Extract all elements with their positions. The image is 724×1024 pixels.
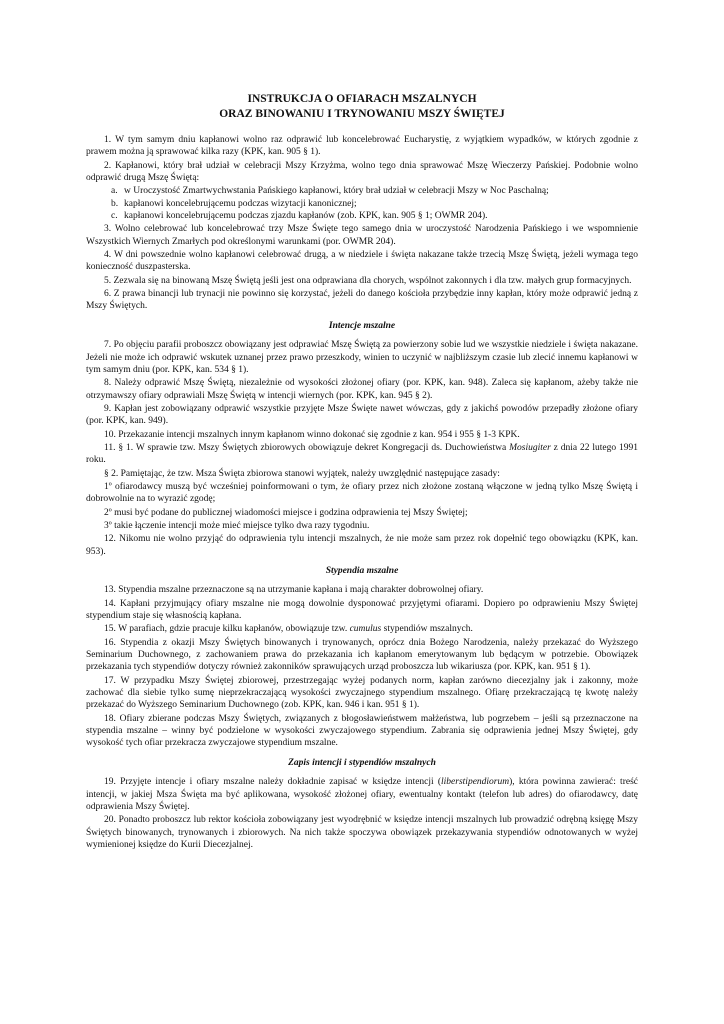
list-item-text: kapłanowi koncelebrującemu podczas wizytacji kanonicznej;: [124, 198, 357, 209]
paragraph-2-list: [86, 185, 638, 222]
paragraph-8: 8. Należy odprawić Mszę Świętą, niezależnie od wysokości złożonej ofiary (por. KPK, kan. 948). Zaleca się kapłanom, ażeby także nie otrzymawszy ofiary odprawiali Mszę Świętą w intencji wiernych (por. KPK, kan. 945 § 2).: [86, 378, 638, 401]
liber-term: liberstipendiorum: [441, 777, 510, 788]
title-line-2: ORAZ BINOWANIU I TRYNOWANIU MSZY ŚWIĘTEJ: [219, 108, 505, 120]
cumulus-term: cumulus: [349, 624, 382, 635]
paragraph-15-text-a: 15. W parafiach, gdzie pracuje kilku kapłanów, obowiązuje tzw.: [104, 624, 350, 635]
list-item-text: kapłanowi koncelebrującemu podczas zjazdu kapłanów (zob. KPK, kan. 905 § 1; OWMR 204).: [124, 211, 488, 222]
paragraph-11-rule-3: 3º takie łączenie intencji może mieć miejsce tylko dwa razy tygodniu.: [104, 520, 370, 531]
title-line-1: INSTRUKCJA O OFIARACH MSZALNYCH: [247, 93, 477, 105]
paragraph-19-text-a: 19. Przyjęte intencje i ofiary mszalne należy dokładnie zapisać w księdze intencji (: [104, 777, 442, 788]
paragraph-3: 3. Wolno celebrować lub koncelebrować trzy Msze Święte tego samego dnia w uroczystość Narodzenia Pańskiego i we wspomnienie Wszystkich Wiernych Zmarłych pod określonymi warunkami (por. OWMR 204).: [86, 224, 638, 247]
paragraph-5: 5. Zezwala się na binowaną Mszę Świętą jeśli jest ona odprawiana dla chorych, wspólnot zakonnych i dla tzw. małych grup formacyjnych.: [104, 275, 632, 286]
paragraph-10: 10. Przekazanie intencji mszalnych innym kapłanom winno dokonać się zgodnie z kan. 954 i 955 § 1-3 KPK.: [104, 429, 520, 440]
list-marker: a.: [111, 186, 118, 197]
list-item: [111, 210, 638, 222]
list-item: [111, 185, 638, 197]
paragraph-15: [86, 623, 638, 635]
paragraph-11-text-b: z dnia 22 lutego 1991 roku.: [86, 442, 639, 466]
paragraph-13: 13. Stypendia mszalne przeznaczone są na utrzymanie kapłana i mają charakter dobrowolnej ofiary.: [104, 585, 484, 596]
paragraph-7: 7. Po objęciu parafii proboszcz obowiązany jest odprawiać Mszę Świętą za powierzony sobie lud we wszystkie niedziele i święta nakazane. Jeżeli nie może ich odprawić wskutek uznanej przez prawo przeszkody, winien to uczynić w najbliższym czasie lub zlecić innemu kapłanowi w tym samym dniu (por. KPK, kan. 534 § 1).: [86, 340, 638, 375]
paragraph-11-rule-1: 1º ofiarodawcy muszą być wcześniej poinformowani o tym, że ofiary przez nich złożone zostaną włączone w jedną tylko Mszę Świętą i dobrowolnie na to wyrazić zgodę;: [86, 481, 638, 505]
paragraph-18: 18. Ofiary zbierane podczas Mszy Świętych, związanych z błogosławieństwem małżeństwa, lub pogrzebem – jeśli są przeznaczone na stypendia mszalne – winny być podzielone w wysokości zwyczajowego stypendium. Zabrania się odprawienia jednej Mszy Świętej, gdy wysokość tych ofiar przekracza zwyczajowe stypendium mszalne.: [86, 713, 638, 749]
paragraph-11-section-2: § 2. Pamiętając, że tzw. Msza Święta zbiorowa stanowi wyjątek, należy uwzględnić następujące zasady:: [104, 468, 500, 479]
paragraph-11: [86, 442, 638, 467]
paragraph-9: 9. Kapłan jest zobowiązany odprawić wszystkie przyjęte Msze Święte nawet wówczas, gdy z jakichś powodów przepadły złożone ofiary (por. KPK, kan. 949).: [86, 403, 638, 427]
list-item: [111, 198, 638, 210]
section-heading-stypendia: Stypendia mszalne: [325, 566, 399, 576]
paragraph-14: 14. Kapłani przyjmujący ofiary mszalne nie mogą dowolnie dysponować przyjętymi ofiarami. Dopiero po odprawieniu Mszy Świętej stypendium staje się własnością kapłana.: [86, 598, 638, 622]
list-marker: b.: [111, 198, 119, 209]
paragraph-1: 1. W tym samym dniu kapłanowi wolno raz odprawić lub koncelebrować Eucharystię, z wyjątkiem wypadków, w których zgodnie z prawem można ją sprawować kilka razy (KPK, kan. 905 § 1).: [86, 135, 638, 158]
paragraph-15-text-b: stypendiów mszalnych.: [381, 624, 473, 635]
section-heading-intencje: Intencje mszalne: [328, 320, 396, 331]
section-heading-zapis: Zapis intencji i stypendiów mszalnych: [288, 757, 436, 768]
paragraph-19-text-b: ), która powinna zawierać: treść intencji, w jakiej Msza Święta ma być aplikowana, wysokość złożonej ofiary, ewentualny kontakt (telefon lub adres) do ofiarodawcy, datę odprawienia Mszy Świętej.: [86, 777, 638, 812]
paragraph-2: 2. Kapłanowi, który brał udział w celebracji Mszy Krzyżma, wolno tego dnia sprawować Mszę Wieczerzy Pańskiej. Podobnie wolno odprawić drugą Mszę Świętą:: [86, 160, 638, 184]
paragraph-11-text-a: 11. § 1. W sprawie tzw. Mszy Świętych zbiorowych obowiązuje dekret Kongregacji ds. Duchowieństwa: [104, 442, 510, 453]
paragraph-17: 17. W przypadku Mszy Świętej zbiorowej, przestrzegając wyżej podanych norm, kapłan zarówno diecezjalny jak i zakonny, może zachować dla siebie tylko sumę nieprzekraczającą wysokości zwyczajnego stypendium mszalnego. Ofiarę przekraczającą tę kwotę należy przekazać do Wyższego Seminarium Duchownego (zob. KPK, kan. 946 i kan. 951 § 1).: [86, 675, 638, 711]
paragraph-20: 20. Ponadto proboszcz lub rektor kościoła zobowiązany jest wyodrębnić w księdze intencji mszalnych lub prowadzić odrębną księgę Mszy Świętych binowanych, trynowanych i zbiorowych. Na nich także spoczywa obowiązek przekazywania stypendiów odnotowanych w wyżej wymienionej księdze do Kurii Diecezjalnej.: [86, 815, 638, 850]
list-marker: c.: [111, 211, 118, 222]
paragraph-16: 16. Stypendia z okazji Mszy Świętych binowanych i trynowanych, oprócz dnia Bożego Narodzenia, należy przekazać do Wyższego Seminarium Duchownego, z zachowaniem prawa do przekazania ich kapłanom emerytowanym lub będącym w potrzebie. Obowiązek przekazania tych stypendiów dotyczy również zakonników sprawujących urząd proboszcza lub wikariusza (por. KPK, kan. 951 § 1).: [86, 637, 638, 673]
document-title: [86, 92, 638, 122]
paragraph-11-rule-2: 2º musi być podane do publicznej wiadomości miejsce i godzina odprawienia tej Mszy Świętej;: [104, 507, 468, 518]
paragraph-19: [86, 776, 638, 813]
decree-name: Mosiugiter: [509, 442, 551, 453]
paragraph-6: 6. Z prawa binancji lub trynacji nie powinno się korzystać, jeżeli do danego kościoła przybędzie inny kapłan, który może odprawić jedną z Mszy Świętych.: [86, 289, 638, 312]
paragraph-12: 12. Nikomu nie wolno przyjąć do odprawienia tylu intencji mszalnych, że nie może sam przez rok dopełnić tego obowiązku (KPK, kan. 953).: [86, 534, 638, 557]
list-item-text: w Uroczystość Zmartwychwstania Pańskiego kapłanowi, który brał udział w celebracji Mszy w Noc Paschalną;: [124, 186, 549, 197]
paragraph-4: 4. W dni powszednie wolno kapłanowi celebrować drugą, a w niedziele i święta nakazane także trzecią Mszę Świętą, jeżeli wymaga tego konieczność duszpasterska.: [86, 250, 638, 273]
